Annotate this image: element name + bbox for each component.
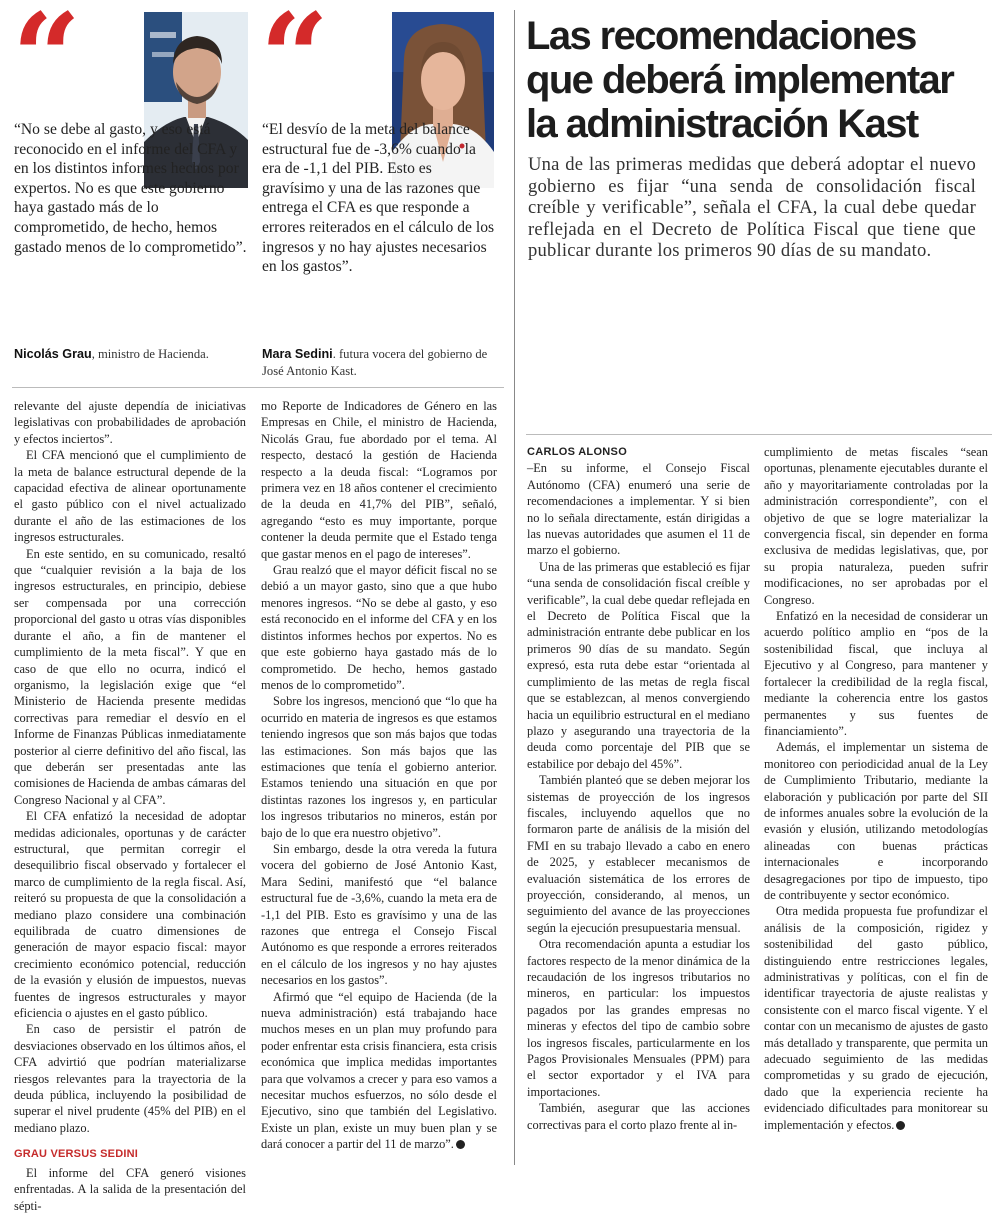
byline: CARLOS ALONSO	[527, 446, 628, 458]
quote-sedini-attribution	[262, 346, 498, 380]
paragraph: mo Reporte de Indicadores de Género en las Empresas en Chile, el ministro de Hacienda, Nicolás Grau, fue abordado por el tema. Al respecto, destacó la gestión de Hacienda respecto a la deuda fiscal: “Logramos por primera vez en 18 años contener el crecimiento de la deuda en 41,7% del PIB”, señaló, agregando “esto es muy importante, porque contener la deuda permite que el Estado tenga que gastar menos en el pago de intereses”.	[261, 399, 497, 561]
paragraph: Sin embargo, desde la otra vereda la futura vocera del gobierno de José Antonio Kast, Mara Sedini, manifestó que “el balance estructural fue de -3,6%, cuando la meta era de -1,1 del PIB. Esto es gravísimo y una de las razones que entrega el Consejo Fiscal Autónomo es que responde a errores reiterados en el cálculo de los ingresos y no hay ajustes necesarios en los gastos”.	[261, 841, 497, 988]
body-column-1	[14, 398, 246, 1214]
standfirst: Una de las primeras medidas que deberá adoptar el nuevo gobierno es fijar “una senda de consolidación fiscal creíble y verificable”, señala el CFA, la cual debe quedar reflejada en el Decreto de Política Fiscal que tiene que publicar durante los primeros 90 días de su mandato.	[528, 154, 976, 261]
paragraph: –En su informe, el Consejo Fiscal Autónomo (CFA) enumeró una serie de recomendaciones a implementar. Y si bien no lo señala directamente, están dirigidas a las nuevas autoridades que asumen el 11 de marzo el gobierno.	[527, 461, 750, 558]
quote-grau-role: , ministro de Hacienda.	[91, 347, 209, 361]
paragraph: El informe del CFA generó visiones enfrentadas. A la salida de la presentación del sépti-	[14, 1165, 246, 1213]
paragraph: Otra recomendación apunta a estudiar los factores respecto de la menor dinámica de la recaudación de los ingresos tributarios no mineros, en particular: los impuestos pagados por las grandes empresas no mineras y efectos del tipo de cambio sobre los ingresos fiscales, particularmente en los Pagos Provisionales Mensuales (PPM) para el sector exportador y el IVA para importaciones.	[527, 937, 750, 1099]
paragraph: También planteó que se deben mejorar los sistemas de proyección de los ingresos fiscales, incluyendo aquellos que no formaron parte de análisis de la misión del FMI en su trabajo llevado a cabo en enero de 2025, y establecer mecanismos de evaluación sistemática de los errores de proyección, considerando, al menos, un seguimiento del avance de las proyecciones según la ejecución presupuestaria mensual.	[527, 773, 750, 935]
paragraph: Sobre los ingresos, mencionó que “lo que ha ocurrido en materia de ingresos es que estamos teniendo ingresos que son más bajos que todas las estimaciones. Son más bajos que las estimaciones que tenía el gobierno anterior. Estamos teniendo una situación en que por distintas razones los ingresos y, en particular los ingresos tributarios no mineros, están por bajo de lo que era nuestro objetivo”.	[261, 694, 497, 840]
section-subhead: GRAU VERSUS SEDINI	[14, 1148, 139, 1161]
quote-grau-text: “No se debe al gasto, y eso está reconocido en el informe del CFA y en los distintos informes hechos por expertos. No es que este gobierno haya gastado más de lo comprometido, de hecho, hemos gastado menos de lo comprometido”.	[14, 121, 247, 256]
quote-sedini-text: “El desvío de la meta del balance estructural fue de -3,6% cuando la era de -1,1 del PIB. Esto es gravísimo y una de las razones que entrega el CFA es que responde a errores reiterados en el cálculo de los ingresos y no hay ajustes necesarios en los gastos”.	[262, 121, 495, 276]
body-column-4	[764, 444, 988, 1133]
paragraph: Una de las primeras que estableció es fijar “una senda de consolidación fiscal creíble y verificable”, la cual debe quedar reflejada en el Decreto de Política Fiscal que la administración entrante debe publicar en los primeros 90 días de su mandato. Según expresó, esta ruta debe estar “orientada al cumplimiento de las metas de regla fiscal que se establezcan, al menos convergiendo hacia un equilibrio estructural en el mediano plazo y asegurando una trayectoria de la deuda como porcentaje del PIB que se estabilice por debajo del 45%”.	[527, 559, 750, 771]
end-mark-icon	[896, 1121, 905, 1130]
quote-grau-attribution	[14, 346, 250, 363]
quote-grau-name: Nicolás Grau	[14, 347, 92, 361]
paragraph: El CFA enfatizó la necesidad de adoptar medidas adicionales, oportunas y de carácter estructural, que permitan corregir el desequilibrio fiscal observado y fortalecer el marco de cumplimiento de la regla fiscal. Así, reiteró su propuesta de que la consolidación a mediano plazo considere una combinación equilibrada de cuatro dimensiones de generación de mayor espacio fiscal: mayor crecimiento económico potencial, reducción de la evasión y elusión de impuestos, nuevas fuentes de ingresos estructurales y mayor eficiencia o ajustes en el gasto público.	[14, 809, 246, 1021]
paragraph: También, asegurar que las acciones correctivas para el corto plazo frente al in-	[527, 1101, 750, 1132]
paragraph: En este sentido, en su comunicado, resaltó que “cualquier revisión a la baja de los ingresos estructurales, en principio, debiese ser compensada por una corrección proporcional del gasto u otras vías disponibles durante el año, a fin de mantener el cumplimiento de la meta fiscal”. Y que en caso de que ello no ocurra, indicó el organismo, la legislación exige que “el Ministerio de Hacienda presente medidas correctivas para remediar el desvío en el Informe de Finanzas Públicas inmediatamente posterior al cierre definitivo del año fiscal, las que deberán ser presentadas ante las comisiones de Hacienda de ambas cámaras del Congreso Nacional y al CFA”.	[14, 546, 246, 807]
paragraph-text: Otra medida propuesta fue profundizar el análisis de la composición, rigidez y sostenibilidad del gasto público, distinguiendo entre restricciones legales, administrativas y políticas, con el fin de identificar trayectoria de ajuste realistas y consistente con el marco fiscal vigente. Y el contar con un mecanismo de ajustes de gasto más detallado y transparente, que permita un adecuado seguimiento de las medidas comprometidas y su grado de ejecución, dado que la experiencia reciente ha evidenciado dificultades para monitorear su implementación y efectos.	[764, 904, 988, 1132]
paragraph: cumplimiento de metas fiscales “sean oportunas, plenamente ejecutables durante el año y mayoritariamente controladas por la administración correspondiente”, con el objetivo de que se logre materializar la convergencia fiscal, sin depender en forma exclusiva de medidas legislativas, que, por su propia naturaleza, pueden sufrir modificaciones, no ser aprobadas por el Congreso.	[764, 445, 988, 607]
quote-mark-icon: “	[12, 0, 74, 128]
paragraph: Grau realzó que el mayor déficit fiscal no se debió a un mayor gasto, sino que a que hubo menores ingresos. “No se debe al gasto, y eso está reconocido en el informe del CFA y en los distintos informes hechos por expertos. No es que este gobierno haya gastado más de lo comprometido. De hecho, hemos gastado menos de lo comprometido”.	[261, 563, 497, 692]
quote-mark-icon: “	[260, 0, 322, 128]
paragraph-text: Afirmó que “el equipo de Hacienda (de la nueva administración) está trabajando hace muchos meses en un plan muy profundo para poder enfrentar esta crisis financiera, esta crisis económica que implica medidas importantes para que volvamos a crecer y para eso vamos a necesitar muchos esfuerzos, no sólo desde el Ejecutivo, sino que también del Legislativo. Existe un plan, existe un muy buen plan y se dará conocer a partir del 11 de marzo”.	[261, 989, 497, 1152]
paragraph	[764, 903, 988, 1133]
divider-top-left	[12, 387, 504, 388]
body-column-3	[527, 444, 750, 1133]
paragraph: relevante del ajuste dependía de iniciativas legislativas con probabilidades de aprobación y efectos inciertos”.	[14, 399, 246, 446]
paragraph: En caso de persistir el patrón de desviaciones observado en los últimos años, el CFA advirtió que podrían materializarse riesgos relevantes para la trayectoria de la deuda pública, incluyendo la posibilidad de superar el nivel prudente (45% del PIB) en el mediano plazo.	[14, 1022, 246, 1135]
column-divider	[514, 10, 515, 1165]
paragraph: Enfatizó en la necesidad de considerar un acuerdo político amplio en “pos de la sostenibilidad fiscal, que incluya al Ejecutivo y al Congreso, para mantener y fortalecer la credibilidad de la regla fiscal, mediante la coherencia entre los gastos permanentes y sus fuentes de financiamiento”.	[764, 609, 988, 738]
divider-top-right	[526, 434, 992, 435]
quote-sedini-role: . futura vocera del gobierno de José Antonio Kast.	[262, 347, 488, 378]
paragraph: El CFA mencionó que el cumplimiento de la meta de balance estructural depende de la capacidad efectiva de alinear oportunamente el gasto público con el nivel actualizado durante el año de las estimaciones de los ingresos estructurales.	[14, 448, 246, 545]
headline: Las recomendaciones que deberá implementar la administración Kast	[526, 14, 954, 146]
paragraph	[261, 989, 497, 1153]
paragraph: Además, el implementar un sistema de monitoreo con periodicidad anual de la Ley de Cumplimiento Tributario, mediante la elaboración y publicación por parte del SII de informes anuales sobre la evolución de la evasión y elusión, utilizando metodologías alineadas con buenas prácticas internacionales e incorporando desagregaciones por tipo de impuesto, tipo de contribuyente y sector económico.	[764, 740, 988, 902]
end-mark-icon	[456, 1140, 465, 1149]
quote-sedini-name: Mara Sedini	[262, 347, 333, 361]
body-column-2	[261, 398, 497, 1153]
